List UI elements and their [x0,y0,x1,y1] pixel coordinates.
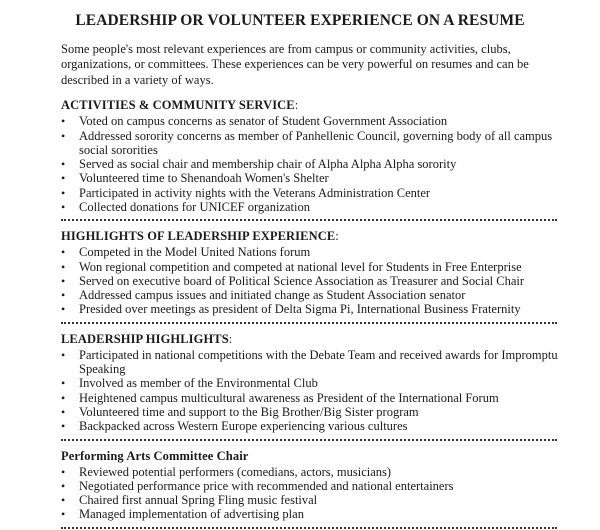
bullet-icon: • [61,259,66,274]
bullet-icon: • [61,245,66,260]
bullet-list [61,348,560,434]
list-item-text: Chaired first annual Spring Fling music festival [79,493,318,508]
document-title: LEADERSHIP OR VOLUNTEER EXPERIENCE ON A RESUME [75,12,525,29]
list-item [61,465,560,479]
list-item [61,479,560,493]
list-item [61,376,560,390]
list-item-text: Volunteered time and support to the Big Brother/Big Sister program [79,404,419,419]
bullet-list [61,114,560,214]
intro-line: Some people's most relevant experiences are from campus or community activities, clubs, [61,42,511,56]
list-item-text: Heightened campus multicultural awareness as President of the International Forum [79,390,499,405]
section-performing-arts-committee-chair [61,449,560,522]
section-heading-colon: : [335,229,339,244]
bullet-icon: • [61,404,66,419]
bullet-icon: • [61,114,66,129]
list-item-text: Competed in the Model United Nations forum [79,245,311,260]
section-heading [61,98,560,113]
intro-line: organizations, or committees. These experiences can be very powerful on resumes and can be [61,57,529,72]
bullet-icon: • [61,478,66,493]
bullet-icon: • [61,185,66,200]
list-item-text: Addressed sorority concerns as member of Panhellenic Council, governing body of all campus [79,128,553,143]
list-item-text: Participated in national competitions with the Debate Team and received awards for Impromptu [79,347,558,362]
bullet-icon: • [61,302,66,317]
list-item [61,493,560,507]
list-item [61,419,560,433]
section-heading-colon: : [294,98,299,113]
dotted-divider [61,527,557,529]
list-item-text: Negotiated performance price with recommended and national entertainers [79,478,454,493]
list-item-text: Involved as member of the Environmental Club [79,376,318,391]
bullet-icon: • [61,419,66,434]
bullet-icon: • [61,171,66,186]
list-item [61,507,560,521]
list-item-text: Collected donations for UNICEF organization [79,200,310,214]
bullet-icon: • [61,376,66,391]
list-item-text: Backpacked across Western Europe experiencing various cultures [79,419,408,434]
list-item [61,288,560,302]
bullet-icon: • [61,200,66,214]
intro-line: described in a variety of ways. [61,72,214,87]
list-item [61,348,560,377]
list-item-text: Addressed campus issues and initiated change as Student Association senator [79,288,466,303]
list-item-text: Managed implementation of advertising plan [79,507,304,522]
section-heading-text: ACTIVITIES & COMMUNITY SERVICE [61,98,295,113]
list-item-text-continued: Speaking [79,362,126,377]
bullet-icon: • [61,288,66,303]
list-item [61,391,560,405]
bullet-list [61,245,560,316]
list-item [61,157,560,171]
list-item-text: Won regional competition and competed at national level for Students in Free Enterprise [79,259,522,274]
section-activities-community-service [61,98,560,214]
list-item [61,274,560,288]
list-item [61,186,560,200]
bullet-icon: • [61,493,66,508]
list-item-text: Served as social chair and membership chair of Alpha Alpha Alpha sorority [79,157,457,172]
section-heading-text: Performing Arts Committee Chair [61,448,249,463]
section-highlights-of-leadership-experience [61,229,560,316]
list-item-text-continued: social sororities [79,142,158,157]
dotted-divider [61,219,557,221]
list-item-text: Presided over meetings as president of Delta Sigma Pi, International Business Fraternity [79,302,521,317]
list-item [61,405,560,419]
bullet-icon: • [61,390,66,405]
dotted-divider [61,322,557,324]
section-heading [61,332,560,347]
bullet-icon: • [61,464,66,479]
list-item-text: Participated in activity nights with the Veterans Administration Center [79,185,431,200]
list-item-text: Voted on campus concerns as senator of Student Government Association [79,114,448,129]
bullet-icon: • [61,507,66,522]
bullet-icon: • [61,273,66,288]
list-item [61,200,560,214]
list-item [61,129,560,158]
list-item-text: Served on executive board of Political Science Association as Treasurer and Social Chair [79,273,525,288]
intro-paragraph [61,42,560,88]
list-item [61,245,560,259]
bullet-icon: • [61,347,66,362]
section-heading-text: LEADERSHIP HIGHLIGHTS [61,331,229,346]
section-heading-colon: : [228,331,233,346]
bullet-list [61,465,560,522]
section-heading [61,229,560,244]
list-item-text: Volunteered time to Shenandoah Women's Shelter [79,171,329,186]
bullet-icon: • [61,157,66,172]
list-item [61,260,560,274]
list-item [61,114,560,128]
bullet-icon: • [61,128,66,143]
dotted-divider [61,439,557,441]
section-heading-text: HIGHLIGHTS OF LEADERSHIP EXPERIENCE [61,229,336,244]
list-item-text: Reviewed potential performers (comedians, actors, musicians) [79,464,392,479]
section-leadership-highlights [61,332,560,434]
section-heading [61,449,560,464]
list-item [61,302,560,316]
list-item [61,171,560,185]
